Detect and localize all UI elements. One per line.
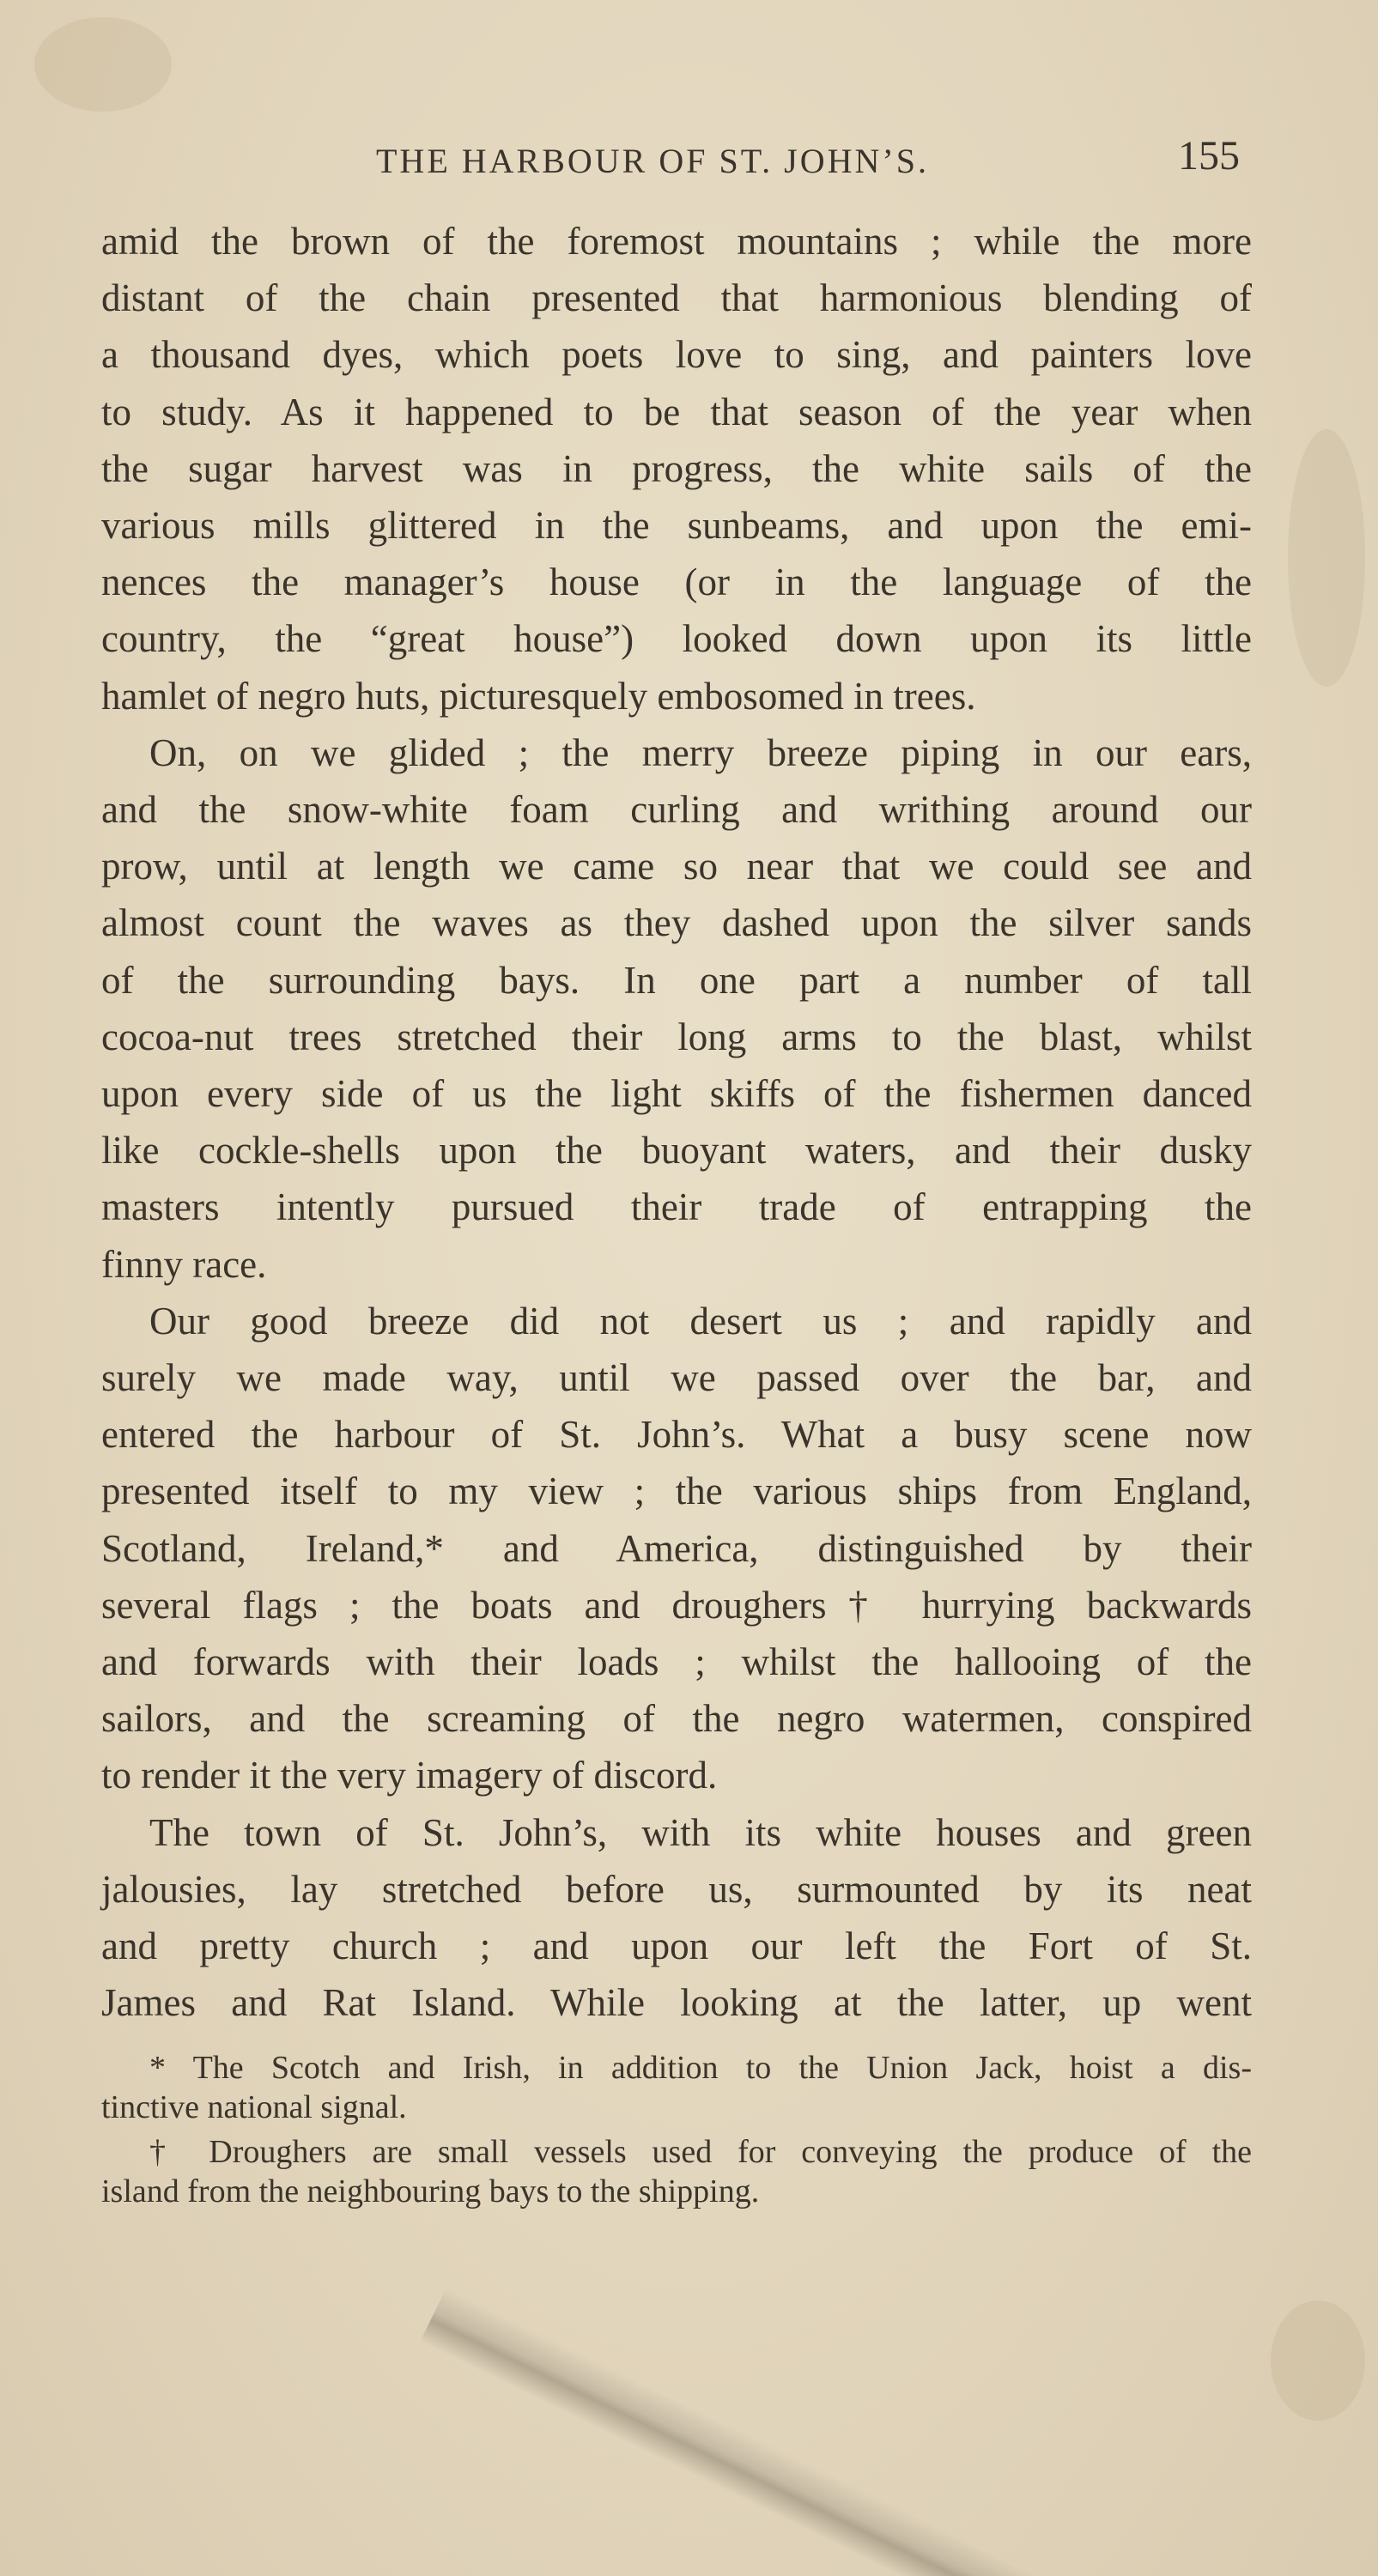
text-line: like cockle-shells upon the buoyant waters, and their dusky xyxy=(101,1129,1252,1173)
text-line: Our good breeze did not desert us ; and rapidly and xyxy=(149,1299,1252,1343)
text-line: finny race. xyxy=(101,1242,267,1286)
text-line: and forwards with their loads ; whilst the hallooing of the xyxy=(101,1640,1252,1684)
text-line: upon every side of us the light skiffs of the fishermen danced xyxy=(101,1072,1252,1116)
text-line: the sugar harvest was in progress, the white sails of the xyxy=(101,446,1252,490)
text-line: country, the “great house”) looked down upon its little xyxy=(101,617,1252,661)
text-line: distant of the chain presented that harmonious blending of xyxy=(101,276,1252,320)
text-line: a thousand dyes, which poets love to sing, and painters love xyxy=(101,333,1252,377)
text-line: various mills glittered in the sunbeams, and upon the emi- xyxy=(101,504,1252,548)
footnote-line: tinctive national signal. xyxy=(101,2089,407,2125)
text-line: prow, until at length we came so near that we could see and xyxy=(101,845,1252,888)
text-line: sailors, and the screaming of the negro watermen, conspired xyxy=(101,1697,1252,1741)
text-line: Scotland, Ireland,* and America, distinguished by their xyxy=(101,1526,1252,1570)
text-line: of the surrounding bays. In one part a number of tall xyxy=(101,958,1252,1002)
text-line: to study. As it happened to be that season of the year when xyxy=(101,390,1252,433)
page-header xyxy=(0,125,1378,185)
text-line: and the snow-white foam curling and writhing around our xyxy=(101,788,1252,832)
text-line: and pretty church ; and upon our left the Fort of St. xyxy=(101,1924,1252,1968)
text-line: James and Rat Island. While looking at the latter, up went xyxy=(101,1981,1252,2025)
text-line: The town of St. John’s, with its white houses and green xyxy=(149,1810,1252,1854)
footnote-line: island from the neighbouring bays to the shipping. xyxy=(101,2173,760,2209)
paper-stain xyxy=(1288,429,1365,687)
text-line: jalousies, lay stretched before us, surmounted by its neat xyxy=(101,1867,1252,1911)
text-line: nences the manager’s house (or in the language of the xyxy=(101,561,1252,604)
footnotes xyxy=(101,2048,1252,2211)
text-line: almost count the waves as they dashed upon the silver sands xyxy=(101,901,1252,945)
text-line: hamlet of negro huts, picturesquely embosomed in trees. xyxy=(101,674,976,718)
text-line: to render it the very imagery of discord. xyxy=(101,1754,718,1797)
running-head: THE HARBOUR OF ST. JOHN’S. xyxy=(376,142,929,180)
text-line: entered the harbour of St. John’s. What a busy scene now xyxy=(101,1413,1252,1457)
text-line: cocoa-nut trees stretched their long arms to the blast, whilst xyxy=(101,1015,1252,1058)
text-line: several flags ; the boats and droughers† hurrying backwards xyxy=(101,1583,1252,1627)
paper-stain xyxy=(1271,2300,1365,2421)
ribbon-shadow xyxy=(420,2288,1217,2576)
text-line: amid the brown of the foremost mountains ; while the more xyxy=(101,220,1252,263)
text-line: surely we made way, until we passed over the bar, and xyxy=(101,1356,1252,1400)
text-line: masters intently pursued their trade of entrapping the xyxy=(101,1185,1252,1229)
footnote-line: * The Scotch and Irish, in addition to the Union Jack, hoist a dis- xyxy=(149,2050,1252,2086)
footnote-line: † Droughers are small vessels used for conveying the produce of the xyxy=(149,2134,1252,2170)
text-line: On, on we glided ; the merry breeze piping in our ears, xyxy=(149,730,1252,774)
page-number: 155 xyxy=(1178,133,1240,179)
body-text xyxy=(101,213,1252,2032)
paper-stain xyxy=(34,17,172,112)
text-line: presented itself to my view ; the various ships from England, xyxy=(101,1470,1252,1513)
